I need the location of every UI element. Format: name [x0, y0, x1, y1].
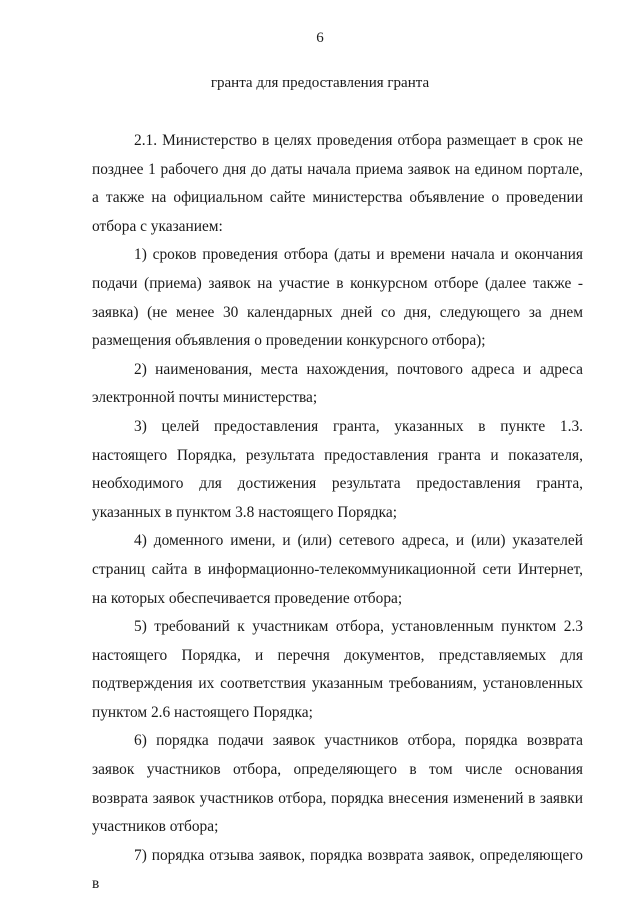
- paragraph-item-2: 2) наименования, места нахождения, почтового адреса и адреса электронной почты министерства;: [92, 360, 583, 407]
- paragraph-item-3: 3) целей предоставления гранта, указанных в пункте 1.3. настоящего Порядка, результата предоставления гранта и показателя, необходимого для достижения результата предоставления гранта, указанных в пунктом 3.8 настоящего Порядка;: [92, 417, 583, 521]
- paragraph-item-5: 5) требований к участникам отбора, установленным пунктом 2.3 настоящего Порядка, и перечня документов, представляемых для подтверждения их соответствия указанным требованиям, установленных пунктом 2.6 настоящего Порядка;: [92, 618, 583, 721]
- paragraph-item-4: 4) доменного имени, и (или) сетевого адреса, и (или) указателей страниц сайта в информационно-телекоммуникационной сети Интернет, на которых обеспечивается проведение отбора;: [92, 532, 583, 607]
- paragraph-item-1: 1) сроков проведения отбора (даты и времени начала и окончания подачи (приема) заявок на участие в конкурсном отборе (далее также - заявка) (не менее 30 календарных дней со дня, следующего за днем размещения объявления о проведении конкурсного отбора);: [92, 246, 583, 350]
- page-number: 6: [316, 30, 324, 46]
- document-body: [92, 127, 583, 899]
- paragraph-2-1: 2.1. Министерство в целях проведения отбора размещает в срок не позднее 1 рабочего дня до даты начала приема заявок на едином портале, а также на официальном сайте министерства объявление о проведении отбора с указанием:: [92, 132, 583, 235]
- paragraph-item-6: 6) порядка подачи заявок участников отбора, порядка возврата заявок участников отбора, определяющего в том числе основания возврата заявок участников отбора, порядка внесения изменений в заявки участников отбора;: [92, 732, 583, 836]
- section-heading: гранта для предоставления гранта: [210, 75, 430, 91]
- paragraph-item-7: 7) порядка отзыва заявок, порядка возврата заявок, определяющего в: [92, 846, 583, 893]
